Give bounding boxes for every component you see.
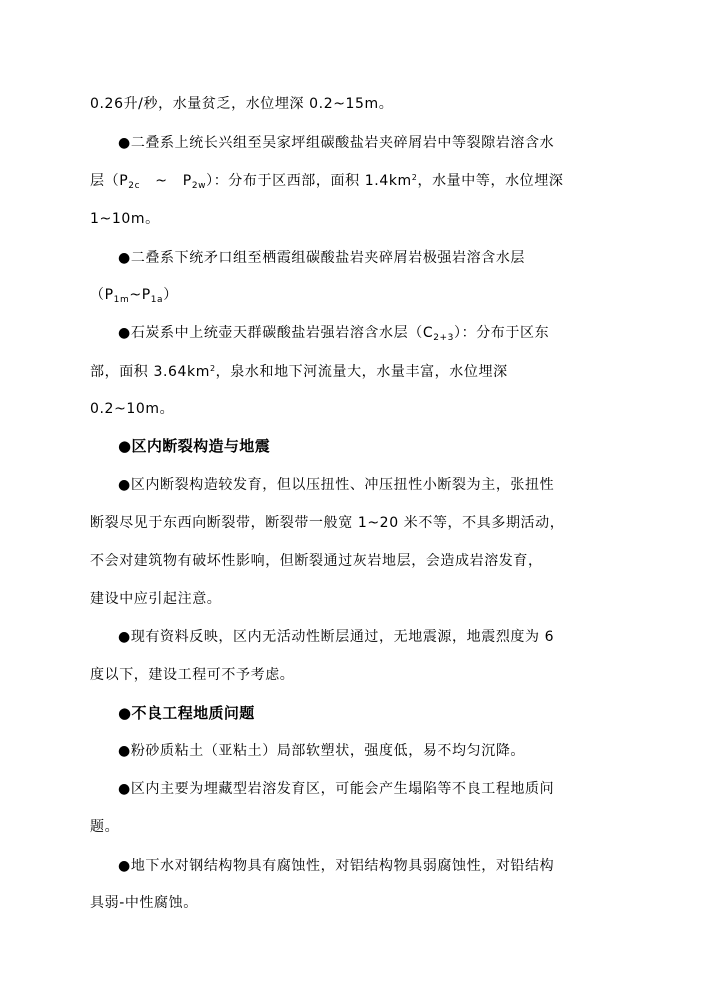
aquifer-c-detail-line: 部，面积 $3.64km^2$，泉水和地下河流量大，水量丰富，水位埋深 (90, 364, 508, 380)
paragraph-line: ●区内断裂构造较发育，但以压扭性、冲压扭性小断裂为主，张扭性 (118, 477, 555, 493)
aquifer-p2-detail-line: 层（$P_{2c}$ ~ $P_{2w}$）：分布于区西部，面积 $1.4km^2$，水量中等，水位埋深 (90, 173, 564, 191)
aquifer-p2-heading-line: ●二叠系上统长兴组至吴家坪组碳酸盐岩夹碎屑岩中等裂隙岩溶含水 (118, 135, 555, 151)
paragraph-line: 0.26升/秒，水量贫乏，水位埋深 0.2~15m。 (90, 96, 394, 112)
aquifer-p1-symbol-line: $(P_{1m}\sim P_{1a})$ (90, 287, 178, 305)
section-heading-geology-problems: ●不良工程地质问题 (118, 704, 255, 722)
paragraph-line: 不会对建筑物有破坏性影响，但断裂通过灰岩地层，会造成岩溶发育， (90, 553, 543, 569)
section-heading-faults: ●区内断裂构造与地震 (118, 437, 271, 455)
paragraph-line: 度以下，建设工程可不予考虑。 (90, 667, 295, 683)
paragraph-line: ●粉砂质粘土（亚粘土）局部软塑状，强度低，易不均匀沉降。 (118, 743, 526, 759)
paragraph-line: ●地下水对钢结构物具有腐蚀性，对铝结构物具弱腐蚀性，对铅结构 (118, 858, 555, 874)
paragraph-line: 题。 (90, 819, 120, 835)
paragraph-line: 断裂尽见于东西向断裂带，断裂带一般宽 1~20 米不等，不具多期活动， (90, 515, 565, 531)
paragraph-line: ●现有资料反映，区内无活动性断层通过，无地震源，地震烈度为 6 (118, 629, 555, 645)
aquifer-c-heading-line: ●石炭系中上统壶天群碳酸盐岩强岩溶含水层$(C_{2+3})$：分布于区东 (118, 325, 550, 343)
paragraph-line: 具弱-中性腐蚀。 (90, 895, 198, 911)
aquifer-p1-heading-line: ●二叠系下统矛口组至栖霞组碳酸盐岩夹碎屑岩极强岩溶含水层 (118, 250, 526, 266)
paragraph-line: 建设中应引起注意。 (90, 591, 222, 607)
paragraph-line: ●区内主要为埋藏型岩溶发育区，可能会产生塌陷等不良工程地质问 (118, 781, 555, 797)
paragraph-line: 1~10m。 (90, 211, 160, 227)
paragraph-line: 0.2~10m。 (90, 401, 175, 417)
